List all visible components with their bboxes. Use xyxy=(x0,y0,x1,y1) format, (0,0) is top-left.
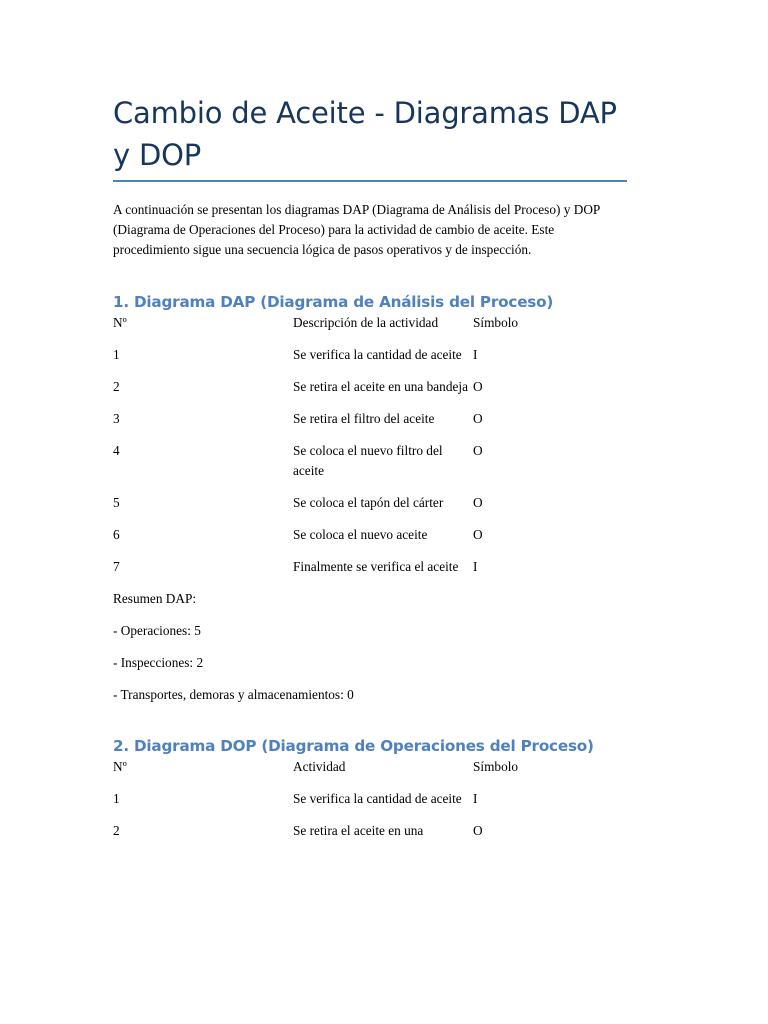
table-row xyxy=(113,821,627,853)
table-row xyxy=(113,409,627,441)
table-row xyxy=(113,441,627,493)
row-symbol: O xyxy=(473,527,483,542)
dap-table xyxy=(113,313,627,589)
row-number: 5 xyxy=(113,495,120,510)
table-row xyxy=(113,345,627,377)
dop-col-activity: Actividad xyxy=(293,759,346,774)
row-description: Finalmente se verifica el aceite xyxy=(293,559,459,574)
dap-table-header xyxy=(113,313,627,345)
row-description: Se verifica la cantidad de aceite xyxy=(293,347,462,362)
row-number: 2 xyxy=(113,379,120,394)
row-number: 6 xyxy=(113,527,120,542)
row-number: 3 xyxy=(113,411,120,426)
row-symbol: I xyxy=(473,791,478,806)
row-symbol: O xyxy=(473,495,483,510)
document-page xyxy=(113,92,627,853)
dop-heading: 2. Diagrama DOP (Diagrama de Operaciones del Proceso) xyxy=(113,737,594,755)
dop-table-header xyxy=(113,757,627,789)
dap-heading: 1. Diagrama DAP (Diagrama de Análisis del Proceso) xyxy=(113,293,554,311)
row-description: Se retira el aceite en una xyxy=(293,823,424,838)
row-description: Se verifica la cantidad de aceite xyxy=(293,791,462,806)
dap-summary-operations: - Operaciones: 5 xyxy=(113,623,201,638)
row-number: 1 xyxy=(113,791,120,806)
row-symbol: I xyxy=(473,347,478,362)
row-number: 4 xyxy=(113,443,120,458)
row-number: 7 xyxy=(113,559,120,574)
dap-col-symbol: Símbolo xyxy=(473,315,519,330)
dap-summary xyxy=(113,589,627,705)
table-row xyxy=(113,789,627,821)
title-underline xyxy=(113,180,627,182)
row-number: 2 xyxy=(113,823,120,838)
table-row xyxy=(113,493,627,525)
row-description: Se retira el filtro del aceite xyxy=(293,411,435,426)
row-symbol: O xyxy=(473,379,483,394)
dap-summary-title: Resumen DAP: xyxy=(113,591,197,606)
row-symbol: O xyxy=(473,443,483,458)
document-title: Cambio de Aceite - Diagramas DAP y DOP xyxy=(113,96,617,172)
dap-col-number: Nº xyxy=(113,315,127,330)
table-row xyxy=(113,525,627,557)
row-description: Se coloca el nuevo aceite xyxy=(293,527,428,542)
row-symbol: O xyxy=(473,411,483,426)
table-row xyxy=(113,377,627,409)
dap-col-description: Descripción de la actividad xyxy=(293,315,439,330)
row-symbol: I xyxy=(473,559,478,574)
dap-summary-inspections: - Inspecciones: 2 xyxy=(113,655,204,670)
row-number: 1 xyxy=(113,347,120,362)
dap-summary-others: - Transportes, demoras y almacenamientos: 0 xyxy=(113,687,354,702)
table-row xyxy=(113,557,627,589)
row-description: Se retira el aceite en una bandeja xyxy=(293,379,468,394)
dop-table xyxy=(113,757,627,853)
row-symbol: O xyxy=(473,823,483,838)
row-description: Se coloca el tapón del cárter xyxy=(293,495,444,510)
intro-paragraph: A continuación se presentan los diagramas DAP (Diagrama de Análisis del Proceso) y DOP (Diagrama de Operaciones del Proceso) para la actividad de cambio de aceite. Este procedimiento sigue una secuencia lógica de pasos operativos y de inspección. xyxy=(113,202,600,257)
row-description: Se coloca el nuevo filtro del aceite xyxy=(293,443,443,478)
dop-col-symbol: Símbolo xyxy=(473,759,519,774)
dop-col-number: Nº xyxy=(113,759,127,774)
